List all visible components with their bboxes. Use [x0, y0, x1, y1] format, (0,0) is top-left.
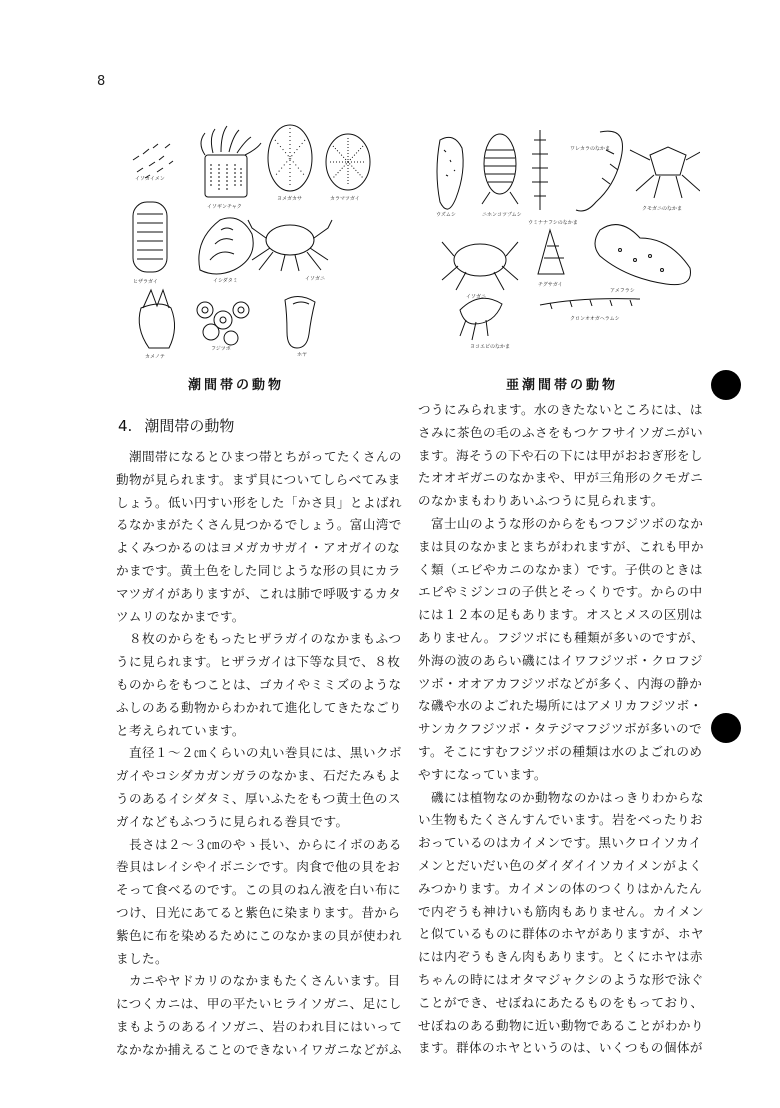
- body-line: ８枚のからをもったヒザラガイのなかまもふつ: [116, 631, 402, 647]
- svg-text:チグサガイ: チグサガイ: [538, 282, 563, 288]
- body-line: 潮間帯になるとひまつ帯とちがってたくさんの: [116, 449, 402, 464]
- svg-text:ニホンコツブムシ: ニホンコツブムシ: [482, 212, 522, 218]
- body-line: で内ぞうも神けいも筋肉もありません。カイメン: [418, 903, 705, 919]
- svg-text:カラマツガイ: カラマツガイ: [330, 196, 360, 202]
- body-line: と考えられています。: [116, 722, 245, 738]
- body-line: ツムリのなかまです。: [116, 608, 245, 624]
- body-line: 磯には植物なのか動物なのかはっきりわからな: [418, 789, 704, 805]
- body-line: しょう。低い円すい形をした「かさ貝」とよばれ: [116, 494, 402, 510]
- body-line: と似ているものに群体のホヤがありますが、ホヤ: [418, 926, 704, 942]
- body-line: つうにみられます。水のきたないところには、は: [418, 402, 703, 417]
- body-line: うのあるイシダタミ、厚いふたをもつ黄土色のス: [116, 790, 401, 806]
- body-line: なかなか捕えることのできないイワガニなどがふ: [116, 1041, 402, 1057]
- body-line: そって食べるのです。この貝のねん液を白い布に: [116, 882, 401, 898]
- body-line: メンとだいだい色のダイダイイソカイメンがよく: [418, 857, 703, 873]
- binder-hole-bottom: [711, 713, 741, 743]
- left-figure-caption: 潮間帯の動物: [188, 378, 285, 393]
- body-line: ものからをもつことは、ゴカイやミミズのような: [116, 676, 402, 692]
- body-line: さみに茶色の毛のふさをもつケフサイソガニがい: [418, 424, 703, 440]
- section-title: 潮間帯の動物: [144, 417, 235, 435]
- svg-text:イソギンチャク: イソギンチャク: [207, 204, 242, 210]
- subtidal-animals-illustration: [430, 120, 700, 355]
- body-line: には内ぞうもきん肉もあります。とくにホヤは赤: [418, 949, 703, 965]
- svg-text:ワレカラのなかま: ワレカラのなかま: [570, 146, 611, 152]
- body-line: サンカクフジツボ・タテジマフジツボが多いので: [418, 721, 702, 737]
- svg-text:クロンオオガヘラムシ: クロンオオガヘラムシ: [570, 316, 620, 322]
- intertidal-animals-illustration: [125, 120, 375, 365]
- body-line: せぼねのある動物に近い動物であることがわかり: [418, 1017, 704, 1033]
- body-line: カニやヤドカリのなかまもたくさんいます。目: [116, 973, 401, 989]
- section-heading: [118, 415, 234, 436]
- body-line: やすになっています。: [418, 766, 547, 782]
- body-line: ふしのある動物からわかれて進化してきたなごり: [116, 699, 402, 715]
- body-line: よくみつかるのはヨメガカサガイ・アオガイのな: [116, 540, 401, 556]
- right-text-column: [418, 399, 710, 1060]
- body-line: のなかまもわりあいふつうに見られます。: [418, 493, 664, 509]
- body-line: 巻貝はレイシやイボニシです。肉食で他の貝をお: [116, 859, 401, 875]
- body-line: 富士山のような形のからをもつフジツボのなか: [418, 515, 704, 531]
- body-line: おっているのはカイメンです。黒いクロイソカイ: [418, 835, 702, 851]
- sea-anemone-drawing: [201, 126, 261, 197]
- svg-text:カメノテ: カメノテ: [145, 354, 165, 360]
- body-line: うに見られます。ヒザラガイは下等な貝で、８枚: [116, 654, 401, 670]
- body-line: 長さは２～３㎝のやゝ長い、からにイボのある: [116, 836, 402, 852]
- svg-text:クモガニのなかま: クモガニのなかま: [642, 206, 683, 212]
- body-line: 直径１～２㎝くらいの丸い巻貝には、黒いクボ: [116, 745, 402, 761]
- isopod-drawing: [482, 134, 518, 204]
- body-line: るなかまがたくさん見つかるでしょう。富山湾で: [116, 517, 402, 533]
- svg-text:フジツボ: フジツボ: [211, 346, 231, 352]
- body-line: な磯や水のよごれた場所にはアメリカフジツボ・: [418, 698, 703, 714]
- body-line: エビやミジンコの子供とそっくりです。からの中: [418, 584, 703, 600]
- svg-text:イシダタミ: イシダタミ: [213, 278, 238, 284]
- body-line: ガイなどもふつうに見られる巻貝です。: [116, 813, 349, 829]
- binder-hole-top: [711, 370, 741, 400]
- chiton-drawing: [133, 202, 167, 272]
- body-line: つけ、日光にあてると紫色に染まります。昔から: [116, 904, 401, 920]
- body-line: ガイやコシダカガンガラのなかま、石だたみもよ: [116, 768, 401, 784]
- svg-text:イソガニ: イソガニ: [305, 276, 326, 282]
- right-figure-caption: 亜潮間帯の動物: [506, 378, 619, 393]
- body-line: には１２本の足もあります。オスとメスの区別は: [418, 607, 703, 623]
- body-line: につくカニは、甲の平たいヒライソガニ、足にし: [116, 996, 402, 1012]
- left-text-column: [116, 446, 403, 1062]
- body-line: まは貝のなかまとまちがわれますが、これも甲か: [418, 538, 704, 554]
- body-line: まもようのあるイソガニ、岩のわれ目にはいって: [116, 1018, 403, 1034]
- svg-text:ヨメガカサ: ヨメガカサ: [277, 196, 303, 202]
- body-line: ことができ、せぼねにあたるものをもっており、: [418, 994, 704, 1010]
- spider-crab-drawing: [630, 147, 700, 198]
- svg-text:ホヤ: ホヤ: [297, 352, 308, 358]
- crab-drawing: [248, 220, 332, 271]
- body-line: く類（エビやカニのなかま）です。子供のときは: [418, 561, 703, 577]
- body-line: ました。: [116, 950, 168, 966]
- body-line: みつかります。カイメンの体のつくりはかんたん: [418, 880, 703, 896]
- body-line: ます。群体のホヤというのは、いくつもの個体が: [418, 1040, 703, 1056]
- page-number: 8: [97, 74, 106, 89]
- section-number: 4.: [118, 417, 133, 435]
- svg-text:ヒザラガイ: ヒザラガイ: [133, 279, 158, 285]
- body-line: す。そこにすむフジツボの種類は水のよごれのめ: [418, 743, 703, 759]
- body-line: 紫色に布を染めるためにこのなかまの貝が使われ: [116, 927, 402, 943]
- svg-text:アメフラシ: アメフラシ: [610, 288, 635, 294]
- svg-text:ウミナナフシのなかま: ウミナナフシのなかま: [528, 220, 578, 226]
- body-line: ちゃんの時にはオタマジャクシのような形で泳ぐ: [418, 971, 704, 987]
- svg-text:イソガニ: イソガニ: [466, 294, 487, 300]
- body-line: ありません。フジツボにも種類が多いのですが、: [418, 629, 705, 645]
- body-line: 外海の波のあらい磯にはイワフジツボ・クロフジ: [418, 652, 703, 668]
- body-line: マツガイがありますが、これは肺で呼吸するカタ: [116, 585, 402, 601]
- body-line: 動物が見られます。まず貝についてしらべてみま: [116, 471, 401, 487]
- body-line: い生物もたくさんすんでいます。岩をべったりお: [418, 812, 703, 828]
- body-line: ツボ・オオアカフジツボなどが多く、内海の静か: [418, 675, 703, 691]
- body-line: ます。海そうの下や石の下には甲がおおぎ形をし: [418, 447, 703, 463]
- svg-text:イソカイメン: イソカイメン: [135, 176, 165, 182]
- body-line: かまです。黄土色をした同じような形の貝にカラ: [116, 562, 401, 578]
- svg-text:ウズムシ: ウズムシ: [436, 212, 456, 218]
- svg-text:ヨコエビのなかま: ヨコエビのなかま: [470, 344, 511, 350]
- body-line: たオオギガニのなかまや、甲が三角形のクモガニ: [418, 470, 704, 486]
- sponge-drawing: [133, 144, 173, 178]
